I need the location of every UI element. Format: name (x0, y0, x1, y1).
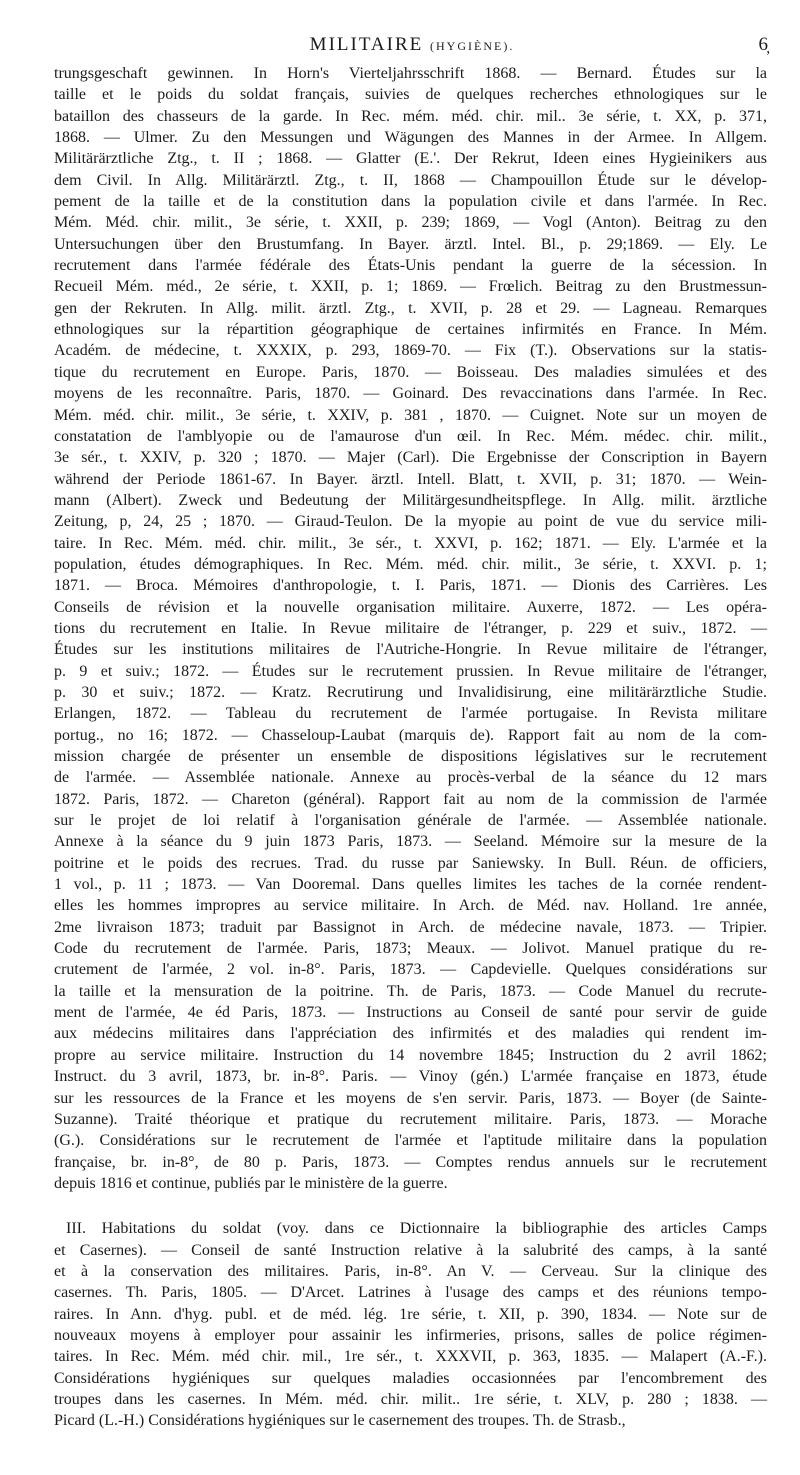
text-line: et Casernes). — Conseil de santé Instruction relative à la salubrité des camps, à la santé (54, 1241, 767, 1259)
text-line: portug., no 16; 1872. — Chasseloup-Laubat (marquis de). Rapport fait au nom de la com- (54, 726, 767, 744)
text-line: Études sur les institutions militaires de l'Autriche-Hongrie. In Revue militaire de l'étranger, (54, 641, 767, 659)
text-line: p. 9 et suiv.; 1872. — Études sur le recrutement prussien. In Revue militaire de l'étranger, (54, 662, 767, 680)
text-line: aux médecins militaires dans l'appréciation des infirmités et des maladies qui rendent im- (54, 1025, 767, 1043)
bibliography-paragraph-2 (54, 1218, 767, 1431)
text-line: III. Habitations du soldat (voy. dans ce Dictionnaire la bibliographie des articles Camps (66, 1220, 767, 1238)
text-line: tique du recrutement en Europe. Paris, 1870. — Boisseau. Des maladies simulées et des (54, 363, 767, 381)
text-line: la taille et la mensuration de la poitrine. Th. de Paris, 1873. — Code Manuel du recrute- (54, 982, 767, 1000)
text-line: mann (Albert). Zweck und Bedeutung der Militärgesundheitspflege. In Allg. milit. ärztliche (54, 491, 767, 509)
text-line: Académ. de médecine, t. XXXIX, p. 293, 1869-70. — Fix (T.). Observations sur la statis- (54, 342, 767, 360)
text-line: gen der Rekruten. In Allg. milit. ärztl. Ztg., t. XVII, p. 28 et 29. — Lagneau. Remarques (54, 299, 767, 317)
text-line: recrutement dans l'armée fédérale des États-Unis pendant la guerre de la sécession. In (54, 257, 767, 275)
text-line: sur le projet de loi relatif à l'organisation générale de l'armée. — Assemblée nationale. (54, 812, 767, 830)
text-line: 1871. — Broca. Mémoires d'anthropologie, t. I. Paris, 1871. — Dionis des Carrières. Les (54, 577, 767, 595)
text-line: Code du recrutement de l'armée. Paris, 1873; Meaux. — Jolivot. Manuel pratique du re- (54, 940, 767, 958)
text-line: 1872. Paris, 1872. — Chareton (général). Rapport fait au nom de la commission de l'armée (54, 790, 767, 808)
text-line: 3e sér., t. XXIV, p. 320 ; 1870. — Majer (Carl). Die Ergebnisse der Conscription in Bayern (54, 449, 767, 467)
text-line: depuis 1816 et continue, publiés par le ministère de la guerre. (54, 1174, 448, 1192)
bibliography-paragraph-1 (54, 63, 767, 1194)
text-line: Picard (L.-H.) Considérations hygiéniques sur le casernement des troupes. Th. de Strasb., (54, 1412, 626, 1430)
running-title (56, 34, 768, 56)
text-line: raires. In Ann. d'hyg. publ. et de méd. lég. 1re série, t. XII, p. 390, 1834. — Note sur de (54, 1305, 767, 1323)
text-line: casernes. Th. Paris, 1805. — D'Arcet. Latrines à l'usage des camps et des réunions tempo- (54, 1284, 767, 1302)
text-line: trungsgeschaft gewinnen. In Horn's Vierteljahrsschrift 1868. — Bernard. Études sur la (54, 65, 767, 82)
text-line: tions du recrutement en Italie. In Revue militaire de l'étranger, p. 229 et suiv., 1872. — (54, 619, 767, 637)
text-line: propre au service militaire. Instruction du 14 novembre 1845; Instruction du 2 avril 1862; (54, 1046, 767, 1064)
text-line: et à la conservation des militaires. Paris, in-8°. An V. — Cerveau. Sur la clinique des (54, 1262, 767, 1280)
text-line: p. 30 et suiv.; 1872. — Kratz. Recrutirung und Invalidisirung, eine militärärztliche Studie. (54, 683, 767, 701)
text-line: dem Civil. In Allg. Militärärztl. Ztg., t. II, 1868 — Champouillon Étude sur le dévelop- (54, 171, 767, 189)
text-line: ment de l'armée, 4e éd Paris, 1873. — Instructions au Conseil de santé pour servir de guide (54, 1004, 767, 1022)
text-line: Suzanne). Traité théorique et pratique du recrutement militaire. Paris, 1873. — Morache (54, 1110, 767, 1128)
header-title: MILITAIRE (309, 34, 424, 55)
text-line: mission chargée de présenter un ensemble de dispositions législatives sur le recrutement (54, 748, 767, 765)
page-number: 6̦ (758, 34, 768, 55)
text-line: constatation de l'amblyopie ou de l'amaurose d'un œil. In Rec. Mém. médec. chir. milit., (54, 427, 767, 445)
text-line: Untersuchungen über den Brustumfang. In Bayer. ärztl. Intel. Bl., p. 29;1869. — Ely. Le (54, 235, 767, 253)
text-line: Zeitung, p, 24, 25 ; 1870. — Giraud-Teulon. De la myopie au point de vue du service mili- (54, 513, 767, 531)
text-line: poitrine et le poids des recrues. Trad. du russe par Saniewsky. In Bull. Réun. de officiers, (54, 854, 767, 872)
text-line: 1868. — Ulmer. Zu den Messungen und Wägungen des Mannes in der Armee. In Allgem. (54, 129, 767, 147)
text-line: pement de la taille et de la constitution dans la population civile et dans l'armée. In Rec. (54, 193, 767, 211)
text-line: Recueil Mém. méd., 2e série, t. XXII, p. 1; 1869. — Frœlich. Beitrag zu den Brustmessun- (54, 278, 767, 296)
text-line: sur les ressources de la France et les moyens de s'en servir. Paris, 1873. — Boyer (de Sainte- (54, 1089, 767, 1107)
text-line: ethnologiques sur la répartition géographique de certaines infirmités en France. In Mém. (54, 321, 767, 339)
text-line: française, br. in-8°, de 80 p. Paris, 1873. — Comptes rendus annuels sur le recrutement (54, 1153, 767, 1171)
text-line: troupes dans les casernes. In Mém. méd. chir. milit.. 1re série, t. XLV, p. 280 ; 1838. — (54, 1390, 767, 1408)
text-line: Conseils de révision et la nouvelle organisation militaire. Auxerre, 1872. — Les opéra- (54, 598, 767, 616)
text-line: Mém. méd. chir. milit., 3e série, t. XXIV, p. 381 , 1870. — Cuignet. Note sur un moyen de (54, 406, 767, 424)
text-line: elles les hommes impropres au service militaire. In Arch. de Méd. nav. Holland. 1re année, (54, 897, 767, 915)
text-line: Erlangen, 1872. — Tableau du recrutement de l'armée portugaise. In Revista militare (54, 705, 767, 723)
text-line: Mém. Méd. chir. milit., 3e série, t. XXII, p. 239; 1869, — Vogl (Anton). Beitrag zu den (54, 214, 767, 232)
text-line: taires. In Rec. Mém. méd chir. mil., 1re sér., t. XXXVII, p. 363, 1835. — Malapert (A.-F.). (54, 1348, 767, 1366)
text-line: population, études démographiques. In Rec. Mém. méd. chir. milit., 3e série, t. XXVI. p. 1; (54, 555, 767, 573)
text-line: 1 vol., p. 11 ; 1873. — Van Dooremal. Dans quelles limites les taches de la cornée rendent- (54, 876, 767, 894)
text-line: crutement de l'armée, 2 vol. in-8°. Paris, 1873. — Capdevielle. Quelques considérations sur (54, 961, 767, 979)
text-line: Militärärztliche Ztg., t. II ; 1868. — Glatter (E.'. Der Rekrut, Ideen eines Hygieinikers aus (54, 150, 767, 168)
text-line: taille et le poids du soldat français, suivies de quelques recherches ethnologiques sur le (54, 86, 767, 104)
page-body (54, 63, 767, 1432)
text-line: bataillon des chasseurs de la garde. In Rec. mém. méd. chir. mil.. 3e série, t. XX, p. 371, (54, 107, 767, 125)
text-line: Instruct. du 3 avril, 1873, br. in-8°. Paris. — Vinoy (gén.) L'armée française en 1873, étude (54, 1068, 767, 1086)
text-line: de l'armée. — Assemblée nationale. Annexe au procès-verbal de la séance du 12 mars (54, 769, 767, 787)
text-line: nouveaux moyens à employer pour assainir les infirmeries, prisons, salles de police régimen- (54, 1326, 767, 1344)
text-line: Considérations hygiéniques sur quelques maladies occasionnées par l'encombrement des (54, 1369, 767, 1387)
text-line: moyens de les reconnaître. Paris, 1870. — Goinard. Des revaccinations dans l'armée. In Rec. (54, 385, 767, 403)
header-subtitle: (HYGIÈNE). (430, 39, 515, 53)
text-line: Annexe à la séance du 9 juin 1873 Paris, 1873. — Seeland. Mémoire sur la mesure de la (54, 833, 767, 851)
text-line: (G.). Considérations sur le recrutement de l'armée et l'aptitude militaire dans la population (54, 1132, 767, 1150)
text-line: taire. In Rec. Mém. méd. chir. milit., 3e sér., t. XXVI, p. 162; 1871. — Ely. L'armée et la (54, 534, 767, 552)
text-line: während der Periode 1861-67. In Bayer. ärztl. Intell. Blatt, t. XVII, p. 31; 1870. — Wein- (54, 470, 767, 488)
running-header (56, 34, 768, 58)
text-line: 2me livraison 1873; traduit par Bassignot in Arch. de médecine navale, 1873. — Tripier. (54, 918, 767, 936)
